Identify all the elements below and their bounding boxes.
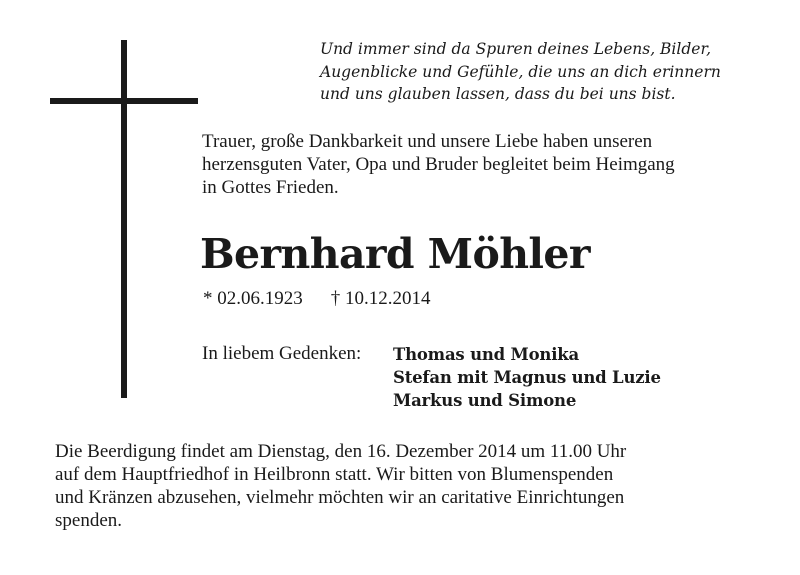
mourners-list <box>393 343 661 412</box>
mourner-entry: Thomas und Monika <box>393 345 579 364</box>
intro-line: herzensguten Vater, Opa und Bruder begleitet beim Heimgang <box>202 154 675 175</box>
mourner-entry: Markus und Simone <box>393 391 577 410</box>
intro-line: Trauer, große Dankbarkeit und unsere Liebe haben unseren <box>202 131 653 152</box>
mourners-label: In liebem Gedenken: <box>202 343 362 364</box>
intro-line: in Gottes Frieden. <box>202 177 339 198</box>
funeral-line: spenden. <box>55 510 123 531</box>
intro-text <box>202 130 762 199</box>
funeral-line: Die Beerdigung findet am Dienstag, den 16. Dezember 2014 um 11.00 Uhr <box>55 441 627 462</box>
funeral-line: und Kränzen abzusehen, vielmehr möchten wir an caritative Einrichtungen <box>55 487 625 508</box>
birth-date: * 02.06.1923 <box>203 288 303 309</box>
quote-line: Und immer sind da Spuren deines Lebens, Bilder, <box>320 40 712 58</box>
funeral-details <box>55 440 755 532</box>
quote-line: und uns glauben lassen, dass du bei uns bist. <box>320 85 676 103</box>
cross-vertical-bar <box>121 40 127 398</box>
funeral-line: auf dem Hauptfriedhof in Heilbronn statt. Wir bitten von Blumenspenden <box>55 464 614 485</box>
life-dates <box>203 287 431 311</box>
mourner-entry: Stefan mit Magnus und Luzie <box>393 368 661 387</box>
cross-horizontal-bar <box>50 98 198 104</box>
deceased-name: Bernhard Möhler <box>200 230 590 278</box>
death-date: † 10.12.2014 <box>330 288 431 309</box>
quote-line: Augenblicke und Gefühle, die uns an dich erinnern <box>320 62 721 81</box>
memorial-quote <box>320 38 760 106</box>
